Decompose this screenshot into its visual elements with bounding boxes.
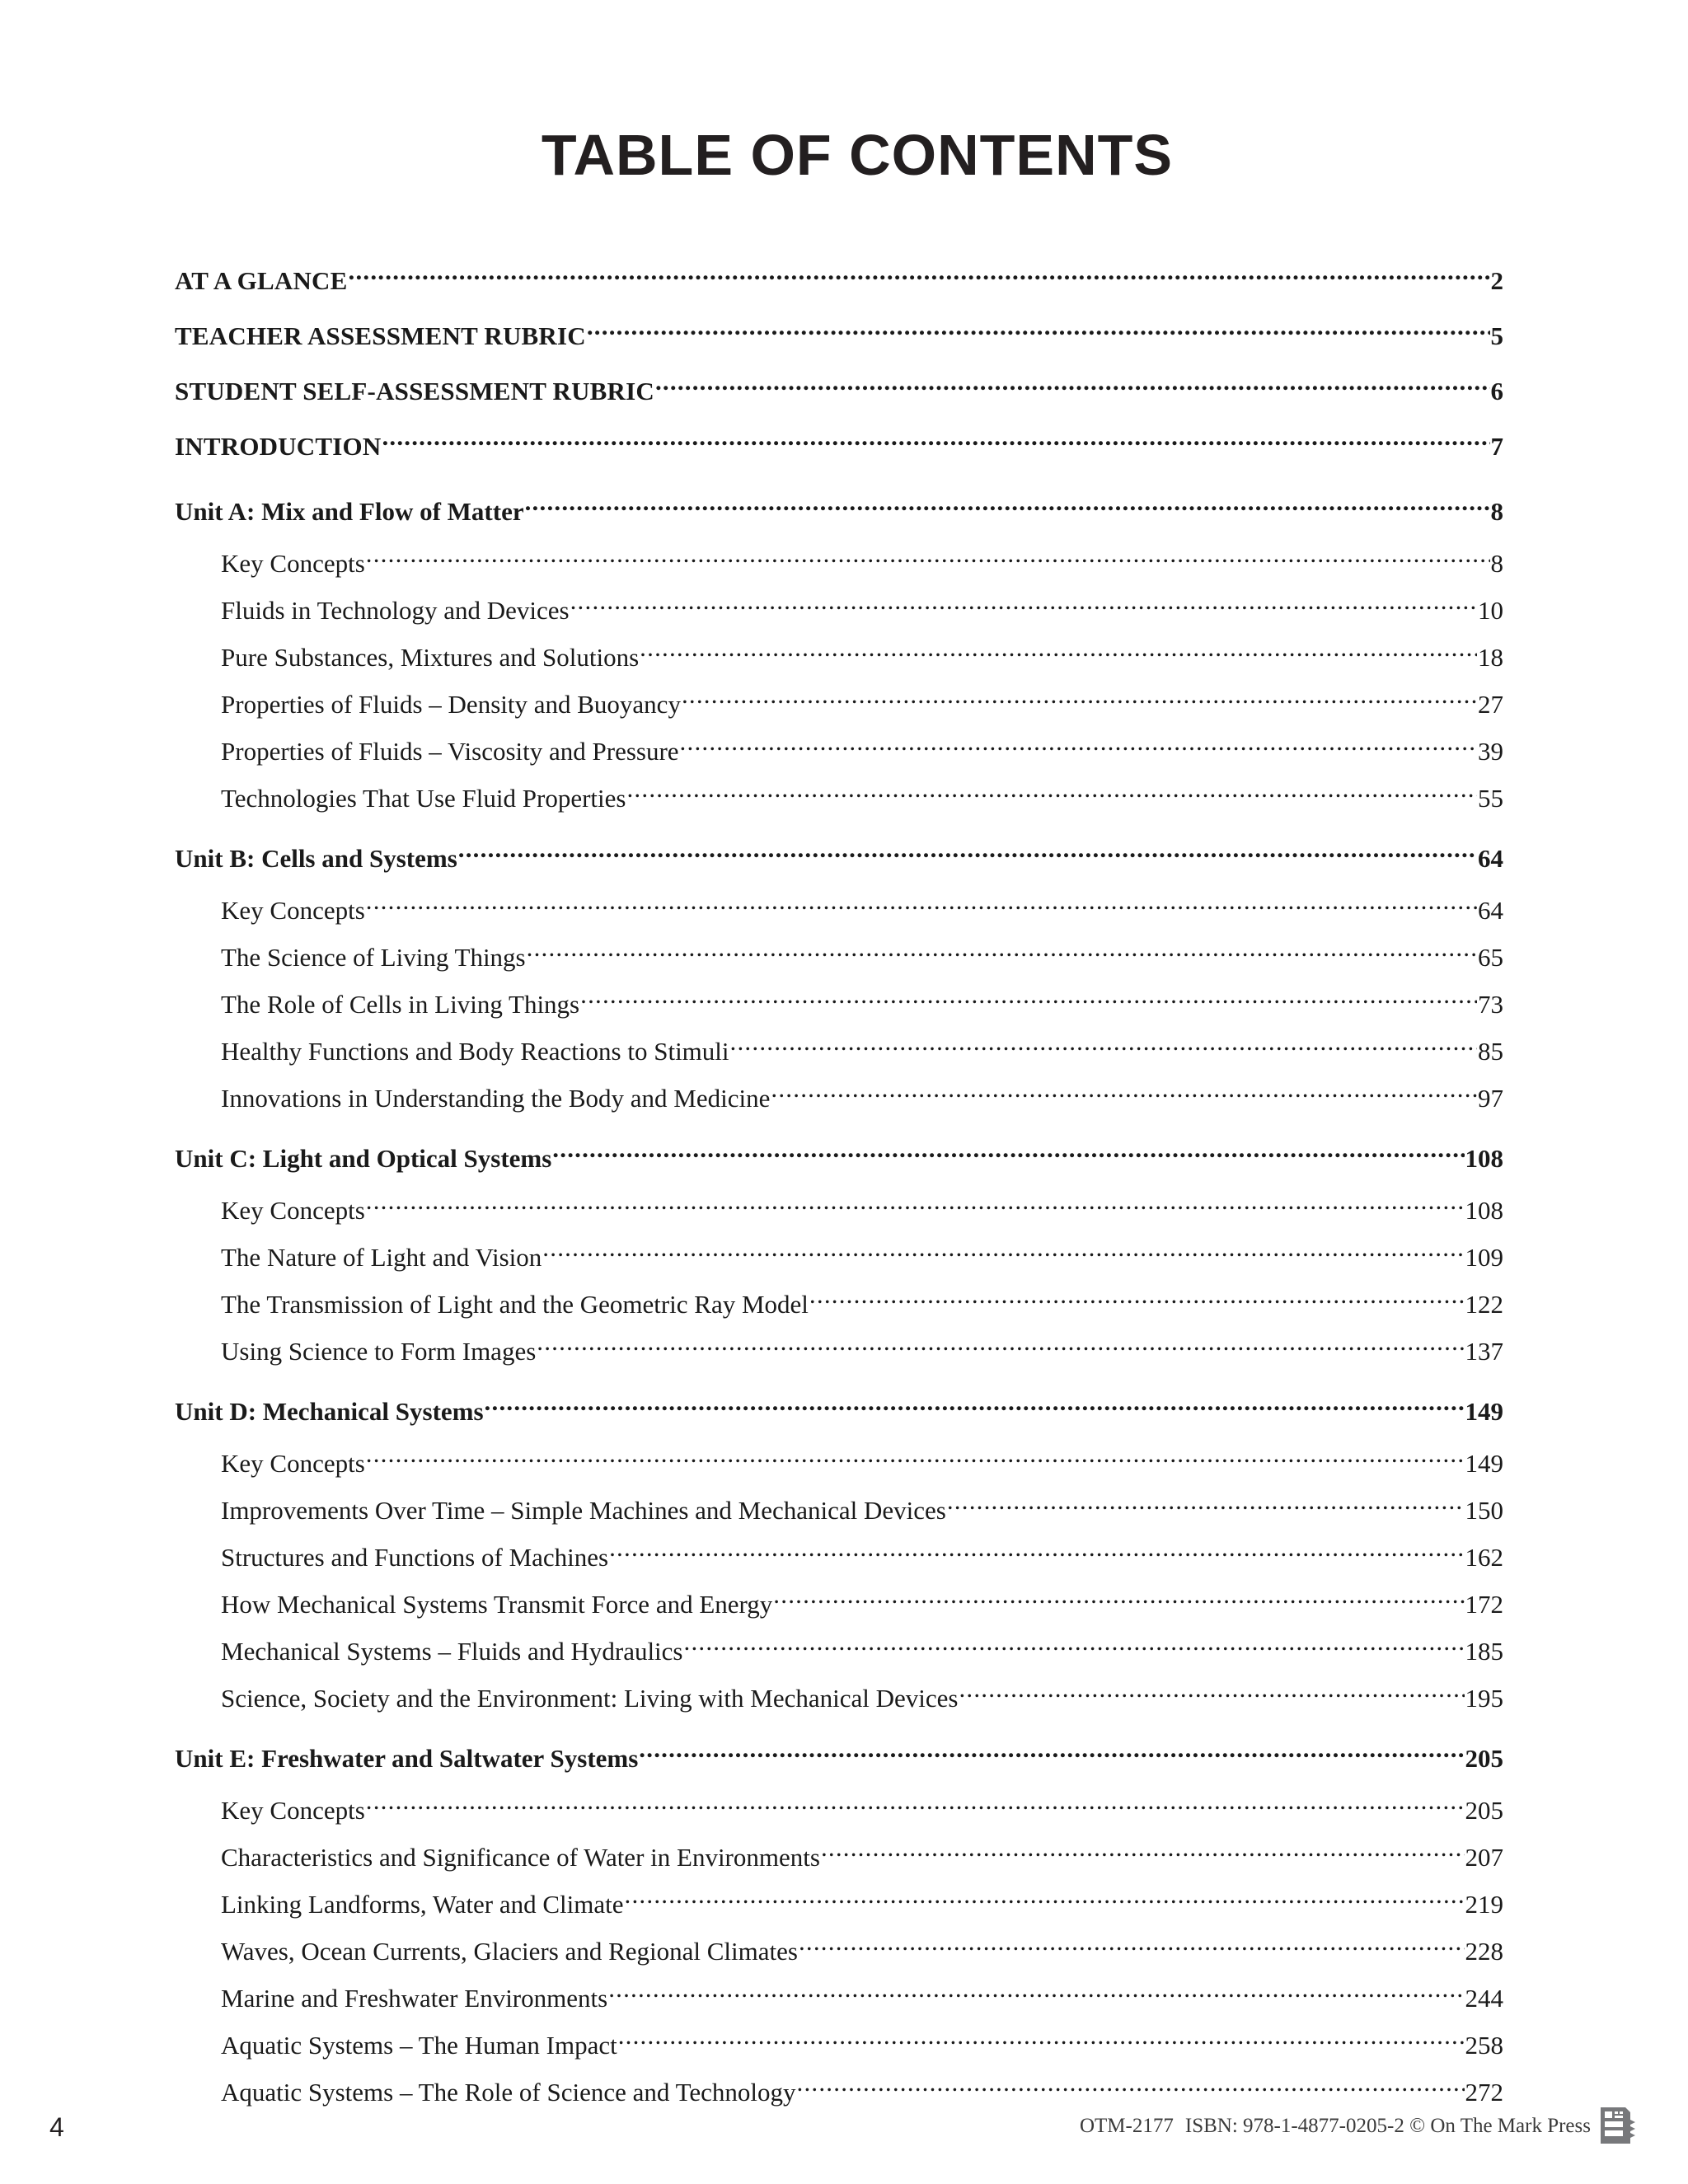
toc-entry-sub[interactable] [175, 684, 1503, 731]
toc-entry-unit[interactable] [175, 1388, 1503, 1443]
toc-entry-sub[interactable] [175, 1837, 1503, 1884]
toc-leader-dots [626, 781, 1477, 807]
toc-entry-label: Science, Society and the Environment: Living with Mechanical Devices [221, 1684, 959, 1713]
toc-entry-page-number: 205 [1465, 1796, 1503, 1825]
toc-leader-dots [821, 1840, 1465, 1866]
toc-entry-label: Marine and Freshwater Environments [221, 1984, 608, 2013]
toc-leader-dots [730, 1034, 1477, 1060]
toc-entry-page-number: 64 [1478, 844, 1503, 873]
toc-entry-sub[interactable] [175, 1331, 1503, 1378]
toc-entry-sub[interactable] [175, 590, 1503, 637]
toc-entry-label: Key Concepts [221, 1796, 365, 1825]
toc-entry-page-number: 108 [1465, 1196, 1503, 1225]
toc-entry-label: Aquatic Systems – The Human Impact [221, 2031, 617, 2060]
toc-entry-page-number: 27 [1478, 690, 1503, 719]
toc-entry-page-number: 205 [1465, 1744, 1503, 1773]
toc-entry-front[interactable] [175, 368, 1503, 423]
toc-leader-dots [527, 940, 1477, 966]
toc-entry-unit[interactable] [175, 1735, 1503, 1790]
toc-leader-dots [618, 2028, 1465, 2054]
toc-leader-dots [366, 546, 1490, 572]
toc-entry-page-number: 228 [1465, 1937, 1503, 1966]
toc-entry-page-number: 137 [1465, 1337, 1503, 1366]
page-number: 4 [49, 2112, 64, 2142]
toc-entry-page-number: 6 [1490, 377, 1503, 405]
copyright-notice: © On The Mark Press [1409, 2115, 1591, 2137]
toc-entry-label: The Role of Cells in Living Things [221, 990, 580, 1019]
toc-entry-page-number: 109 [1465, 1243, 1503, 1272]
toc-entry-label: INTRODUCTION [175, 432, 382, 461]
toc-entry-label: The Science of Living Things [221, 943, 526, 972]
toc-entry-label: Properties of Fluids – Density and Buoyancy [221, 690, 681, 719]
toc-leader-dots [552, 1141, 1464, 1167]
page-footer [0, 2060, 1688, 2184]
toc-entry-label: Unit D: Mechanical Systems [175, 1397, 484, 1426]
toc-leader-dots [485, 1394, 1465, 1420]
toc-entry-sub[interactable] [175, 1078, 1503, 1125]
toc-entry-page-number: 39 [1478, 737, 1503, 766]
toc-entry-sub[interactable] [175, 1537, 1503, 1584]
toc-entry-sub[interactable] [175, 1978, 1503, 2025]
toc-entry-page-number: 85 [1478, 1037, 1503, 1066]
toc-entry-label: Key Concepts [221, 1196, 365, 1225]
toc-entry-label: Structures and Functions of Machines [221, 1543, 609, 1572]
toc-entry-label: Key Concepts [221, 896, 365, 925]
toc-entry-page-number: 5 [1490, 321, 1503, 350]
isbn-value: 978-1-4877-0205-2 [1243, 2115, 1404, 2137]
toc-entry-label: Mechanical Systems – Fluids and Hydraulics [221, 1637, 683, 1666]
toc-entry-label: Key Concepts [221, 1449, 365, 1478]
toc-leader-dots [771, 1081, 1477, 1107]
toc-leader-dots [525, 494, 1490, 520]
toc-leader-dots [640, 640, 1477, 666]
toc-entry-label: Improvements Over Time – Simple Machines and Mechanical Devices [221, 1496, 946, 1525]
toc-entry-label: Waves, Ocean Currents, Glaciers and Regional Climates [221, 1937, 798, 1966]
publisher-imprint [1080, 2115, 1591, 2138]
toc-entry-sub[interactable] [175, 778, 1503, 825]
toc-entry-label: Aquatic Systems – The Role of Science and Technology [221, 2078, 796, 2107]
toc-entry-front[interactable] [175, 257, 1503, 312]
toc-leader-dots [684, 1634, 1465, 1660]
toc-entry-label: The Transmission of Light and the Geometric Ray Model [221, 1290, 809, 1319]
book-pages-icon [1597, 2105, 1637, 2148]
toc-entry-page-number: 73 [1478, 990, 1503, 1019]
toc-entry-page-number: 149 [1465, 1397, 1503, 1426]
toc-leader-dots [542, 1240, 1464, 1266]
toc-entry-label: How Mechanical Systems Transmit Force and Energy [221, 1590, 773, 1619]
toc-entry-sub[interactable] [175, 1678, 1503, 1725]
toc-leader-dots [580, 987, 1477, 1013]
toc-entry-unit[interactable] [175, 835, 1503, 890]
toc-entry-sub[interactable] [175, 1931, 1503, 1978]
toc-entry-sub[interactable] [175, 937, 1503, 984]
toc-entry-page-number: 7 [1490, 432, 1503, 461]
toc-entry-sub[interactable] [175, 1631, 1503, 1678]
toc-entry-sub[interactable] [175, 1190, 1503, 1237]
toc-entry-page-number: 8 [1490, 549, 1503, 578]
toc-leader-dots [382, 429, 1489, 455]
toc-entry-label: Key Concepts [221, 549, 365, 578]
toc-entry-label: Linking Landforms, Water and Climate [221, 1890, 624, 1919]
toc-leader-dots [366, 1446, 1465, 1472]
toc-entry-page-number: 219 [1465, 1890, 1503, 1919]
toc-leader-dots [799, 1934, 1465, 1960]
toc-entry-unit[interactable] [175, 488, 1503, 543]
toc-entry-page-number: 207 [1465, 1843, 1503, 1872]
toc-entry-page-number: 149 [1465, 1449, 1503, 1478]
toc-entry-sub[interactable] [175, 731, 1503, 778]
toc-leader-dots [773, 1587, 1464, 1613]
toc-entry-page-number: 272 [1465, 2078, 1503, 2107]
toc-leader-dots [366, 1193, 1465, 1219]
toc-entry-label: Innovations in Understanding the Body and Medicine [221, 1084, 771, 1113]
toc-leader-dots [608, 1981, 1464, 2007]
product-code: OTM-2177 [1079, 2115, 1174, 2137]
toc-entry-label: Using Science to Form Images [221, 1337, 537, 1366]
toc-entry-label: STUDENT SELF-ASSESSMENT RUBRIC [175, 377, 654, 405]
toc-leader-dots [366, 893, 1477, 919]
toc-leader-dots [587, 319, 1490, 344]
toc-leader-dots [366, 1793, 1465, 1819]
toc-leader-dots [625, 1887, 1465, 1913]
toc-entry-sub[interactable] [175, 1031, 1503, 1078]
toc-entry-sub[interactable] [175, 637, 1503, 684]
isbn-label: ISBN: [1184, 2115, 1238, 2137]
toc-leader-dots [947, 1493, 1465, 1519]
toc-entry-label: Unit E: Freshwater and Saltwater Systems [175, 1744, 639, 1773]
toc-entry-page-number: 244 [1465, 1984, 1503, 2013]
toc-leader-dots [639, 1741, 1464, 1767]
toc-entry-page-number: 8 [1490, 497, 1503, 526]
toc-entry-page-number: 108 [1465, 1144, 1503, 1173]
toc-leader-dots [349, 264, 1490, 289]
toc-entry-label: Fluids in Technology and Devices [221, 596, 570, 625]
toc-entry-sub[interactable] [175, 1284, 1503, 1331]
toc-entry-page-number: 150 [1465, 1496, 1503, 1525]
toc-entry-page-number: 65 [1478, 943, 1503, 972]
toc-entry-page-number: 122 [1465, 1290, 1503, 1319]
toc-entry-page-number: 172 [1465, 1590, 1503, 1619]
toc-entry-label: Unit C: Light and Optical Systems [175, 1144, 552, 1173]
toc-entry-page-number: 162 [1465, 1543, 1503, 1572]
toc-leader-dots [959, 1681, 1464, 1707]
toc-leader-dots [809, 1287, 1465, 1313]
toc-entry-sub[interactable] [175, 890, 1503, 937]
toc-entry-page-number: 195 [1465, 1684, 1503, 1713]
toc-entry-front[interactable] [175, 312, 1503, 368]
toc-entry-label: Properties of Fluids – Viscosity and Pressure [221, 737, 679, 766]
toc-entry-sub[interactable] [175, 1790, 1503, 1837]
toc-entry-page-number: 97 [1478, 1084, 1503, 1113]
toc-leader-dots [682, 687, 1477, 713]
toc-leader-dots [458, 841, 1477, 867]
toc-entry-front[interactable] [175, 423, 1503, 478]
toc-entry-page-number: 185 [1465, 1637, 1503, 1666]
toc-leader-dots [570, 593, 1477, 619]
toc-entry-page-number: 64 [1478, 896, 1503, 925]
toc-entry-label: Healthy Functions and Body Reactions to Stimuli [221, 1037, 729, 1066]
toc-entry-sub[interactable] [175, 1443, 1503, 1490]
toc-leader-dots [655, 374, 1490, 400]
toc-entry-page-number: 55 [1478, 784, 1503, 813]
toc-entry-label: TEACHER ASSESSMENT RUBRIC [175, 321, 586, 350]
toc-entry-page-number: 10 [1478, 596, 1503, 625]
toc-entry-label: Technologies That Use Fluid Properties [221, 784, 626, 813]
toc-leader-dots [680, 734, 1477, 760]
toc-entry-sub[interactable] [175, 1490, 1503, 1537]
toc-entry-label: Characteristics and Significance of Water in Environments [221, 1843, 820, 1872]
toc-entry-sub[interactable] [175, 543, 1503, 590]
toc-entry-page-number: 2 [1490, 266, 1503, 295]
toc-entry-label: Unit B: Cells and Systems [175, 844, 457, 873]
toc-leader-dots [537, 1334, 1464, 1360]
toc-leader-dots [609, 1540, 1464, 1566]
toc-entry-label: Pure Substances, Mixtures and Solutions [221, 643, 640, 672]
toc-entry-sub[interactable] [175, 1884, 1503, 1931]
toc-entry-sub[interactable] [175, 1584, 1503, 1631]
toc-entry-sub[interactable] [175, 984, 1503, 1031]
toc-entry-page-number: 18 [1478, 643, 1503, 672]
toc-entry-label: Unit A: Mix and Flow of Matter [175, 497, 524, 526]
toc-entry-label: AT A GLANCE [175, 266, 348, 295]
toc-entry-page-number: 258 [1465, 2031, 1503, 2060]
page-title: TABLE OF CONTENTS [541, 123, 1174, 187]
table-of-contents-list [175, 247, 1503, 2119]
toc-entry-sub[interactable] [175, 1237, 1503, 1284]
toc-entry-unit[interactable] [175, 1135, 1503, 1190]
toc-entry-label: The Nature of Light and Vision [221, 1243, 542, 1272]
